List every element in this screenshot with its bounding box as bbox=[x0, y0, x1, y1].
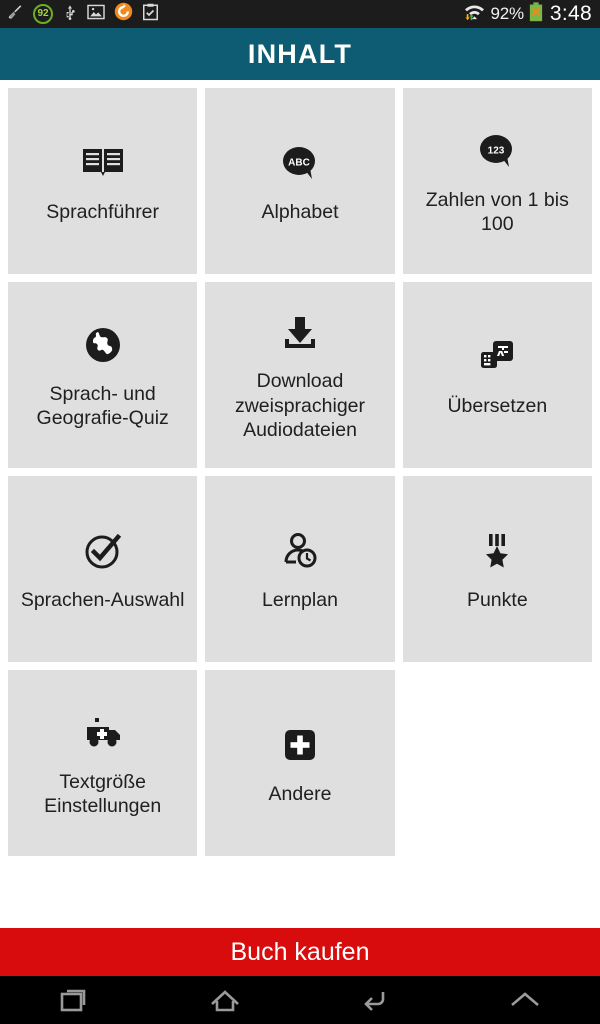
usb-icon bbox=[62, 3, 78, 26]
buy-book-label: Buch kaufen bbox=[230, 937, 370, 966]
ambulance-icon bbox=[81, 710, 125, 756]
sync-circle-icon bbox=[114, 2, 133, 26]
medal-star-icon bbox=[481, 528, 513, 574]
globe-icon bbox=[84, 322, 122, 368]
tile-label: Sprachführer bbox=[46, 200, 160, 223]
broom-cleaner-icon bbox=[6, 3, 24, 26]
back-icon[interactable] bbox=[300, 976, 450, 1024]
tile-label: Sprachen-Auswahl bbox=[20, 588, 185, 611]
content-area bbox=[0, 80, 600, 928]
clock-label: 3:48 bbox=[549, 2, 592, 25]
tile-alphabet[interactable] bbox=[205, 88, 394, 274]
tile-label: Textgröße Einstellungen bbox=[44, 770, 162, 817]
tile-label: Sprach- und Geografie-Quiz bbox=[36, 382, 169, 429]
tile-label: Punkte bbox=[466, 588, 528, 611]
tile-label: Andere bbox=[268, 782, 332, 805]
tile-uebersetzen[interactable] bbox=[403, 282, 592, 468]
person-clock-icon bbox=[280, 528, 320, 574]
tile-label: Lernplan bbox=[262, 588, 338, 611]
tile-label: Übersetzen bbox=[447, 394, 548, 417]
speech-bubble-abc-icon bbox=[279, 140, 321, 186]
gallery-image-icon bbox=[87, 4, 105, 25]
check-circle-icon bbox=[84, 528, 122, 574]
tile-download-audio[interactable] bbox=[205, 282, 394, 468]
android-nav-bar bbox=[0, 976, 600, 1024]
translate-icon bbox=[477, 334, 517, 380]
speech-bubble-123-icon bbox=[476, 128, 518, 174]
battery-ring-value: 92 bbox=[37, 8, 49, 19]
plus-square-icon bbox=[283, 722, 317, 768]
svg-text:123: 123 bbox=[487, 145, 505, 157]
tile-grid bbox=[8, 88, 592, 856]
download-icon bbox=[281, 309, 319, 355]
battery-ring-icon bbox=[33, 4, 53, 24]
tile-sprachen-auswahl[interactable] bbox=[8, 476, 197, 662]
status-bar bbox=[0, 0, 600, 28]
tile-punkte[interactable] bbox=[403, 476, 592, 662]
clipboard-check-icon bbox=[142, 3, 159, 26]
tile-label: Zahlen von 1 bis 100 bbox=[425, 188, 569, 235]
open-book-icon bbox=[82, 140, 124, 186]
tile-textgroesse[interactable] bbox=[8, 670, 197, 856]
svg-text:ABC: ABC bbox=[288, 157, 310, 169]
chevron-up-icon[interactable] bbox=[450, 976, 600, 1024]
tile-label: Alphabet bbox=[261, 200, 339, 223]
tile-zahlen[interactable] bbox=[403, 88, 592, 274]
battery-percent-label: 92% bbox=[490, 4, 524, 23]
home-icon[interactable] bbox=[150, 976, 300, 1024]
status-bar-right bbox=[464, 2, 592, 27]
tile-quiz[interactable] bbox=[8, 282, 197, 468]
tile-empty-slot bbox=[403, 670, 592, 856]
battery-error-icon bbox=[529, 2, 543, 27]
wifi-updown-icon bbox=[464, 2, 485, 26]
tile-andere[interactable] bbox=[205, 670, 394, 856]
buy-book-button[interactable] bbox=[0, 928, 600, 976]
tile-sprachfuehrer[interactable] bbox=[8, 88, 197, 274]
app-title-bar bbox=[0, 28, 600, 80]
tile-lernplan[interactable] bbox=[205, 476, 394, 662]
recents-icon[interactable] bbox=[0, 976, 150, 1024]
tile-label: Download zweisprachiger Audiodateien bbox=[234, 370, 366, 442]
page-title: INHALT bbox=[247, 38, 353, 69]
status-bar-left-icons bbox=[6, 2, 159, 26]
